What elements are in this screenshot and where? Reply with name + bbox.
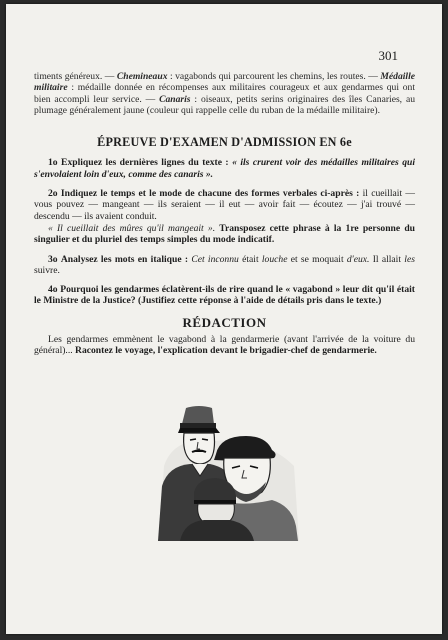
gloss-definition: : oiseaux, petits serins originaires des îles Canaries, au plumage généralement jaune (couleur qui rappelle celle du ruban de la médaille militaire).	[34, 93, 415, 116]
sentence-word: les	[404, 253, 415, 265]
page-content	[34, 71, 415, 365]
sentence-word: et se moquait	[290, 253, 344, 265]
gloss-term: Canaris	[159, 93, 191, 105]
redaction-text: (avant l'arrivée de la voiture du général)...	[34, 334, 416, 357]
question-quote: « ils crurent voir des médailles militaires qui s'envolaient loin d'eux, comme des canaris ».	[34, 157, 416, 180]
redaction-text: Les gendarmes emmènent le vagabond à la gendarmerie	[48, 334, 280, 346]
book-page	[6, 4, 442, 634]
verb-forms: il cueillait — vous pouvez — mangeant — ils seraient — il eut — avoir fait — écoutez — j'ai trouvé — descendu — ils avaient conduit.	[34, 188, 416, 222]
sentence-word: Il allait	[372, 253, 402, 265]
page-number: 301	[378, 48, 398, 63]
question-text: Pourquoi les gendarmes éclatèrent-ils de rire quand le « vagabond » leur dit qu'il était le Ministre de la Justice? (Justifiez cette réponse à l'aide de détails pris dans le texte.)	[34, 284, 415, 307]
question-1	[34, 157, 415, 180]
question-number: 1o	[48, 157, 58, 169]
gloss-text: timents généreux. —	[34, 71, 115, 82]
gloss-definition: : médaille donnée en récompenses aux militaires courageux et aux gendarmes qui ont bien accompli leur service. —	[34, 82, 415, 105]
redaction-instruction: Racontez le voyage, l'explication devant le brigadier-chef de gendarmerie.	[75, 345, 377, 357]
question-quote: « Il cueillait des mûres qu'il mangeait ».	[48, 222, 216, 234]
sentence-word: Cet	[191, 253, 205, 265]
gloss-term: Médaille militaire	[34, 71, 415, 94]
question-3	[34, 254, 415, 277]
vocabulary-gloss	[34, 71, 415, 116]
sentence-word: était	[242, 253, 259, 265]
question-number: 2o	[48, 188, 58, 200]
sentence-word: d'eux.	[346, 253, 370, 265]
gloss-term: Chemineaux	[116, 71, 168, 82]
redaction-title: RÉDACTION	[182, 314, 267, 330]
sentence-word: inconnu	[207, 253, 239, 265]
sentence-word: suivre.	[34, 264, 60, 276]
question-number: 4o	[48, 284, 58, 296]
gendarmes-illustration	[154, 406, 304, 541]
redaction-prompt	[34, 334, 415, 357]
question-2	[34, 188, 415, 245]
exam-title: ÉPREUVE D'EXAMEN D'ADMISSION EN 6e	[97, 135, 352, 150]
question-4	[34, 284, 415, 307]
question-text: Expliquez les dernières lignes du texte :	[61, 157, 229, 169]
sentence-word: louche	[261, 253, 288, 265]
question-text: Indiquez le temps et le mode de chacune des formes verbales ci-après :	[60, 188, 360, 200]
gloss-definition: : vagabonds qui parcourent les chemins, les routes. —	[169, 71, 378, 82]
question-number: 3o	[48, 253, 58, 265]
question-text: Transposez cette phrase à la 1re personne du singulier et du pluriel des temps simples du mode indicatif.	[34, 222, 415, 246]
question-text: Analysez les mots en italique :	[60, 253, 189, 265]
